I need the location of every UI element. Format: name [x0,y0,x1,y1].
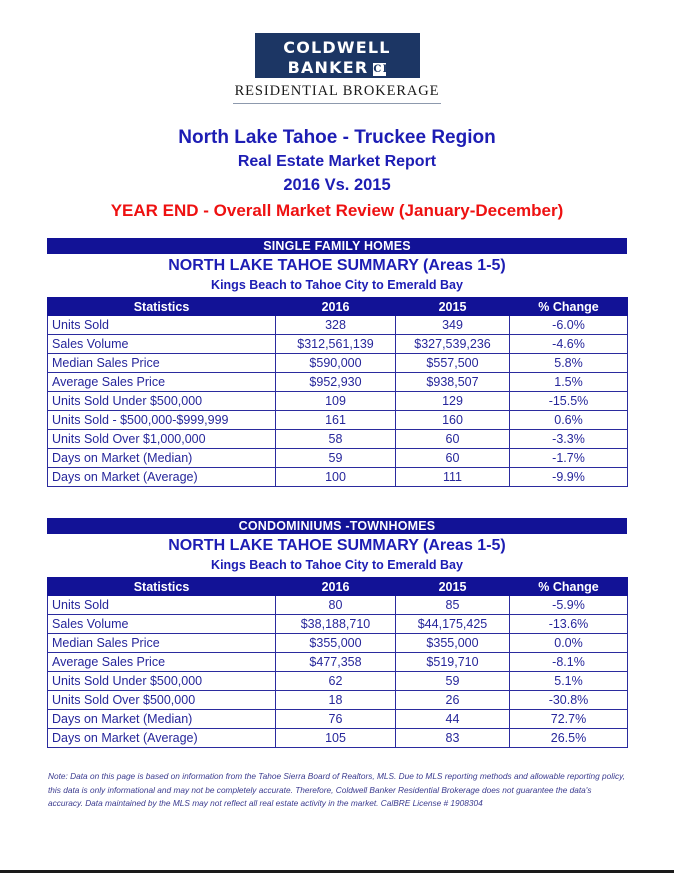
logo-text-coldwell: COLDWELL [283,38,391,57]
stat-pct-change: -4.6% [510,335,628,354]
table-row [48,392,628,411]
section-band-label: CONDOMINIUMS -TOWNHOMES [47,518,627,534]
stat-2016: 109 [276,392,396,411]
column-header-2015: 2015 [396,578,510,596]
stat-pct-change: -5.9% [510,596,628,615]
disclaimer-note: Note: Data on this page is based on information from the Tahoe Sierra Board of Realtors, MLS. Due to MLS reporting methods and allowable reporting policy, this data is only informational and may not be completely accurate. Therefore, Coldwell Banker Residential Brokerage does not guarantee the data's accuracy. Data maintained by the MLS may not reflect all real estate activity in the market. CalBRE License # 1908304 [48,771,625,808]
stat-2016: 105 [276,729,396,748]
stat-2015: 26 [396,691,510,710]
column-header-pct-change: % Change [510,578,628,596]
table-header-row [48,578,628,596]
table-row [48,468,628,487]
stat-label: Days on Market (Average) [48,729,276,748]
stat-2016: $477,358 [276,653,396,672]
stat-pct-change: 72.7% [510,710,628,729]
stat-label: Units Sold - $500,000-$999,999 [48,411,276,430]
condominiums-townhomes-table [47,577,628,748]
table-row [48,691,628,710]
stat-pct-change: -6.0% [510,316,628,335]
stat-label: Sales Volume [48,615,276,634]
stat-label: Units Sold Over $1,000,000 [48,430,276,449]
stat-pct-change: -30.8% [510,691,628,710]
stat-label: Sales Volume [48,335,276,354]
section-band-label: SINGLE FAMILY HOMES [47,238,627,254]
stat-label: Units Sold Over $500,000 [48,691,276,710]
period-headline: YEAR END - Overall Market Review (January-December) [110,201,564,220]
column-header-statistics: Statistics [48,578,276,596]
section-single-family-homes [47,238,627,487]
stat-2016: 62 [276,672,396,691]
stat-2016: $952,930 [276,373,396,392]
cb-monogram-icon: CB [373,64,393,75]
stat-2015: $519,710 [396,653,510,672]
stat-2015: $938,507 [396,373,510,392]
brand-logo [0,0,674,104]
stat-2015: $557,500 [396,354,510,373]
page-title: North Lake Tahoe - Truckee Region [178,127,496,148]
section-area-title: NORTH LAKE TAHOE SUMMARY (Areas 1-5) [168,257,506,274]
stat-2015: 44 [396,710,510,729]
stat-pct-change: -1.7% [510,449,628,468]
stat-pct-change: 5.1% [510,672,628,691]
table-row [48,335,628,354]
table-row [48,653,628,672]
stat-pct-change: -13.6% [510,615,628,634]
stat-label: Days on Market (Median) [48,449,276,468]
stat-label: Average Sales Price [48,373,276,392]
stat-2015: 60 [396,430,510,449]
stat-label: Units Sold [48,596,276,615]
stat-2016: $355,000 [276,634,396,653]
stat-2016: 80 [276,596,396,615]
column-header-pct-change: % Change [510,298,628,316]
stat-2016: 59 [276,449,396,468]
stat-2016: $38,188,710 [276,615,396,634]
stat-2015: 85 [396,596,510,615]
column-header-2015: 2015 [396,298,510,316]
column-header-2016: 2016 [276,298,396,316]
section-area-subtitle: Kings Beach to Tahoe City to Emerald Bay [211,558,463,572]
stat-pct-change: -3.3% [510,430,628,449]
logo-banker-word: BANKER [287,58,369,77]
single-family-homes-table [47,297,628,487]
stat-2016: 100 [276,468,396,487]
stat-2015: 111 [396,468,510,487]
table-row [48,710,628,729]
table-row [48,373,628,392]
section-condominiums-townhomes [47,518,627,748]
comparison-years: 2016 Vs. 2015 [283,176,391,194]
stat-2016: 18 [276,691,396,710]
section-area-subtitle: Kings Beach to Tahoe City to Emerald Bay [211,278,463,292]
column-header-statistics: Statistics [48,298,276,316]
stat-label: Days on Market (Median) [48,710,276,729]
stat-label: Units Sold [48,316,276,335]
stat-label: Median Sales Price [48,634,276,653]
stat-2015: 160 [396,411,510,430]
table-row [48,615,628,634]
table-row [48,354,628,373]
stat-pct-change: -9.9% [510,468,628,487]
stat-pct-change: 1.5% [510,373,628,392]
stat-2015: 60 [396,449,510,468]
stat-pct-change: 5.8% [510,354,628,373]
stat-2016: 328 [276,316,396,335]
stat-pct-change: 0.6% [510,411,628,430]
table-row [48,430,628,449]
page-subtitle: Real Estate Market Report [237,153,437,170]
stat-pct-change: 0.0% [510,634,628,653]
table-row [48,411,628,430]
stat-2015: 349 [396,316,510,335]
section-area-title: NORTH LAKE TAHOE SUMMARY (Areas 1-5) [168,537,506,554]
stat-2015: 59 [396,672,510,691]
table-row [48,596,628,615]
stat-2015: $327,539,236 [396,335,510,354]
stat-label: Units Sold Under $500,000 [48,392,276,411]
stat-label: Days on Market (Average) [48,468,276,487]
logo-text-banker [255,56,420,76]
stat-2016: $312,561,139 [276,335,396,354]
stat-2016: 76 [276,710,396,729]
stat-2015: 129 [396,392,510,411]
stat-2015: $44,175,425 [396,615,510,634]
report-title-block [0,125,674,225]
logo-subtitle: RESIDENTIAL BROKERAGE [233,83,442,104]
stat-2015: 83 [396,729,510,748]
stat-pct-change: -8.1% [510,653,628,672]
table-row [48,449,628,468]
column-header-2016: 2016 [276,578,396,596]
stat-label: Average Sales Price [48,653,276,672]
stat-2015: $355,000 [396,634,510,653]
table-header-row [48,298,628,316]
stat-2016: $590,000 [276,354,396,373]
stat-pct-change: -15.5% [510,392,628,411]
stat-pct-change: 26.5% [510,729,628,748]
coldwell-banker-logo-box [255,33,420,78]
table-row [48,634,628,653]
table-row [48,672,628,691]
stat-2016: 161 [276,411,396,430]
table-row [48,729,628,748]
stat-label: Median Sales Price [48,354,276,373]
stat-label: Units Sold Under $500,000 [48,672,276,691]
stat-2016: 58 [276,430,396,449]
table-row [48,316,628,335]
